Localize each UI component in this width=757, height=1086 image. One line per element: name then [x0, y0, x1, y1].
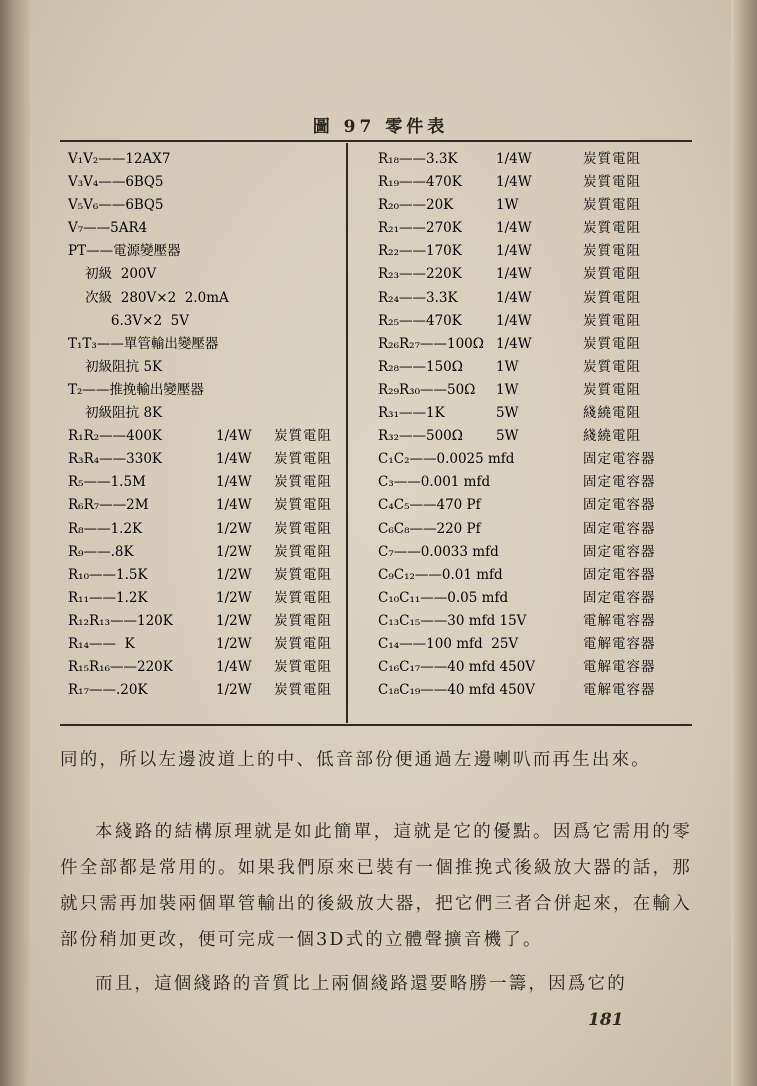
parts-part: R₆R₇——2M — [68, 497, 149, 514]
parts-row — [378, 564, 690, 587]
parts-rating: 1/2W — [216, 635, 252, 652]
parts-rating: 1/4W — [496, 243, 532, 260]
parts-rating: 1/4W — [216, 428, 252, 445]
parts-rating: 1/2W — [216, 543, 252, 560]
parts-part: T₁T₃——單管輸出變壓器 — [68, 335, 219, 352]
parts-part: C₁₆C₁₇——40 mfd 450V — [378, 659, 536, 676]
parts-rating: 1W — [496, 381, 519, 398]
parts-kind: 固定電容器 — [583, 589, 656, 606]
parts-rating: 1/4W — [216, 474, 252, 491]
parts-row — [68, 494, 368, 517]
parts-rating: 1/2W — [216, 682, 252, 699]
parts-part: V₅V₆——6BQ5 — [68, 197, 164, 214]
parts-row — [378, 217, 690, 240]
parts-part: R₃R₄——330K — [68, 451, 163, 468]
parts-row — [378, 171, 690, 194]
parts-row — [68, 356, 368, 379]
parts-part: R₁₅R₁₆——220K — [68, 659, 173, 676]
parts-part: R₂₃——220K — [378, 266, 462, 283]
parts-kind: 炭質電阻 — [583, 220, 641, 237]
parts-row — [68, 679, 368, 702]
parts-part: V₇——5AR4 — [68, 220, 148, 237]
parts-part: R₁₁——1.2K — [68, 589, 148, 606]
parts-row — [378, 518, 690, 541]
parts-part: 次級 280V×2 2.0mA — [68, 289, 229, 306]
parts-table-left-column — [68, 148, 368, 702]
parts-row — [378, 333, 690, 356]
parts-part: R₂₅——470K — [378, 312, 462, 329]
parts-part: R₂₀——20K — [378, 197, 454, 214]
parts-part: R₁₄—— K — [68, 635, 135, 652]
parts-row — [378, 494, 690, 517]
parts-row — [378, 263, 690, 286]
parts-kind: 電解電容器 — [583, 635, 656, 652]
parts-kind: 綫繞電阻 — [583, 428, 641, 445]
parts-part: R₁₇——.20K — [68, 682, 148, 699]
parts-part: 初級阻抗 5K — [68, 358, 163, 375]
parts-kind: 炭質電阻 — [583, 151, 641, 167]
parts-row — [378, 148, 690, 171]
parts-kind: 炭質電阻 — [583, 197, 641, 214]
parts-kind: 炭質電阻 — [583, 381, 641, 398]
parts-row — [68, 425, 368, 448]
parts-row — [68, 402, 368, 425]
parts-part: PT——電源變壓器 — [68, 243, 181, 260]
parts-part: R₂₄——3.3K — [378, 289, 458, 306]
parts-row — [68, 518, 368, 541]
parts-part: C₁₄——100 mfd 25V — [378, 635, 519, 652]
parts-kind: 炭質電阻 — [274, 612, 332, 629]
body-paragraph-3: 而且，這個綫路的音質比上兩個綫路還要略勝一籌，因爲它的 — [95, 974, 627, 994]
parts-part: R₁₉——470K — [378, 174, 462, 191]
table-title: 圖 97 零件表 — [312, 117, 449, 137]
parts-part: C₁₃C₁₅——30 mfd 15V — [378, 612, 527, 629]
parts-rating: 1W — [496, 197, 519, 214]
parts-row — [68, 310, 368, 333]
parts-part: C₁₈C₁₉——40 mfd 450V — [378, 682, 536, 699]
parts-row — [378, 402, 690, 425]
parts-row — [378, 541, 690, 564]
parts-part: C₄C₅——470 Pf — [378, 497, 481, 514]
parts-kind: 炭質電阻 — [274, 428, 332, 445]
parts-row — [68, 610, 368, 633]
parts-row — [68, 217, 368, 240]
parts-kind: 炭質電阻 — [274, 566, 332, 583]
parts-rating: 1/2W — [216, 566, 252, 583]
parts-kind: 炭質電阻 — [274, 474, 332, 491]
parts-part: R₅——1.5M — [68, 474, 146, 491]
parts-row — [68, 656, 368, 679]
parts-kind: 炭質電阻 — [274, 520, 332, 537]
parts-kind: 炭質電阻 — [274, 497, 332, 514]
parts-row — [378, 448, 690, 471]
parts-kind: 炭質電阻 — [583, 266, 641, 283]
parts-kind: 炭質電阻 — [274, 543, 332, 560]
parts-kind: 綫繞電阻 — [583, 405, 641, 422]
parts-row — [68, 379, 368, 402]
parts-kind: 炭質電阻 — [274, 589, 332, 606]
parts-kind: 炭質電阻 — [583, 289, 641, 306]
parts-kind: 炭質電阻 — [583, 243, 641, 260]
parts-row — [68, 471, 368, 494]
parts-kind: 電解電容器 — [583, 612, 656, 629]
parts-part: R₁₀——1.5K — [68, 566, 148, 583]
parts-part: C₉C₁₂——0.01 mfd — [378, 566, 503, 583]
parts-row — [378, 679, 690, 702]
parts-row — [68, 448, 368, 471]
parts-part: 初級阻抗 8K — [68, 405, 163, 422]
parts-row — [378, 425, 690, 448]
parts-row — [68, 240, 368, 263]
parts-kind: 炭質電阻 — [274, 635, 332, 652]
parts-part: R₈——1.2K — [68, 520, 143, 537]
parts-part: R₃₂——500Ω — [378, 428, 463, 445]
parts-rating: 1/4W — [496, 335, 532, 352]
parts-kind: 炭質電阻 — [583, 335, 641, 352]
book-spine-shadow — [0, 0, 30, 1086]
parts-kind: 炭質電阻 — [583, 312, 641, 329]
parts-rating: 1/2W — [216, 612, 252, 629]
parts-kind: 電解電容器 — [583, 659, 656, 676]
parts-part: 初級 200V — [68, 266, 157, 283]
parts-part: V₃V₄——6BQ5 — [68, 174, 164, 191]
page-edge — [731, 0, 757, 1086]
parts-kind: 炭質電阻 — [274, 659, 332, 676]
parts-row — [378, 656, 690, 679]
parts-kind: 固定電容器 — [583, 474, 656, 491]
parts-kind: 炭質電阻 — [274, 451, 332, 468]
parts-row — [378, 471, 690, 494]
parts-part: R₂₁——270K — [378, 220, 462, 237]
parts-part: R₂₈——150Ω — [378, 358, 463, 375]
parts-row — [378, 633, 690, 656]
parts-row — [378, 194, 690, 217]
page-number: 181 — [588, 1010, 624, 1030]
parts-row — [68, 541, 368, 564]
parts-rating: 1W — [496, 358, 519, 375]
parts-row — [68, 148, 368, 171]
parts-rating: 1/4W — [496, 174, 532, 191]
parts-kind: 炭質電阻 — [583, 174, 641, 191]
parts-rating: 5W — [496, 405, 519, 422]
parts-row — [378, 587, 690, 610]
parts-table-right-column — [378, 148, 690, 702]
parts-rating: 1/4W — [216, 451, 252, 468]
parts-row — [378, 610, 690, 633]
parts-part: C₁C₂——0.0025 mfd — [378, 451, 515, 468]
parts-row — [68, 263, 368, 286]
parts-part: R₁R₂——400K — [68, 428, 163, 445]
parts-rating: 1/4W — [216, 497, 252, 514]
parts-part: C₆C₈——220 Pf — [378, 520, 481, 537]
parts-row — [68, 633, 368, 656]
parts-part: R₃₁——1K — [378, 405, 445, 422]
parts-part: R₂₉R₃₀——50Ω — [378, 381, 476, 398]
parts-kind: 電解電容器 — [583, 682, 656, 699]
parts-kind: 固定電容器 — [583, 566, 656, 583]
parts-row — [68, 587, 368, 610]
parts-part: R₉——.8K — [68, 543, 134, 560]
parts-part: C₇——0.0033 mfd — [378, 543, 499, 560]
parts-part: C₁₀C₁₁——0.05 mfd — [378, 589, 509, 606]
parts-row — [378, 240, 690, 263]
parts-rating: 1/4W — [216, 659, 252, 676]
parts-kind: 固定電容器 — [583, 497, 656, 514]
parts-part: R₂₆R₂₇——100Ω — [378, 335, 484, 352]
parts-part: C₃——0.001 mfd — [378, 474, 491, 491]
parts-rating: 1/4W — [496, 289, 532, 306]
parts-part: V₁V₂——12AX7 — [68, 151, 171, 167]
parts-rating: 1/2W — [216, 589, 252, 606]
parts-part: R₂₂——170K — [378, 243, 462, 260]
parts-kind: 固定電容器 — [583, 543, 656, 560]
body-paragraph-2: 本綫路的結構原理就是如此簡單，這就是它的優點。因爲它需用的零件全部都是常用的。如果我們原來已裝有一個推挽式後級放大器的話，那就只需再加裝兩個單管輸出的後級放大器，把它們三者合併起來，在輸入部份稍加更改，便可完成一個3D式的立體聲擴音機了。 — [60, 822, 692, 950]
parts-row — [68, 171, 368, 194]
parts-part: R₁₈——3.3K — [378, 151, 458, 167]
parts-row — [378, 379, 690, 402]
body-paragraph-1: 同的，所以左邊波道上的中、低音部份便通過左邊喇叭而再生出來。 — [60, 750, 651, 770]
parts-kind: 炭質電阻 — [583, 358, 641, 375]
parts-kind: 炭質電阻 — [274, 682, 332, 699]
parts-rating: 1/4W — [496, 151, 532, 167]
parts-part: 6.3V×2 5V — [68, 312, 189, 329]
parts-row — [68, 564, 368, 587]
parts-rating: 1/2W — [216, 520, 252, 537]
parts-row — [68, 287, 368, 310]
parts-rating: 1/4W — [496, 312, 532, 329]
parts-row — [378, 356, 690, 379]
parts-rating: 1/4W — [496, 266, 532, 283]
parts-row — [68, 194, 368, 217]
parts-rating: 1/4W — [496, 220, 532, 237]
parts-kind: 固定電容器 — [583, 451, 656, 468]
parts-kind: 固定電容器 — [583, 520, 656, 537]
parts-rating: 5W — [496, 428, 519, 445]
parts-row — [378, 310, 690, 333]
parts-row — [68, 333, 368, 356]
parts-row — [378, 287, 690, 310]
parts-part: T₂——推挽輸出變壓器 — [68, 381, 204, 398]
parts-part: R₁₂R₁₃——120K — [68, 612, 173, 629]
